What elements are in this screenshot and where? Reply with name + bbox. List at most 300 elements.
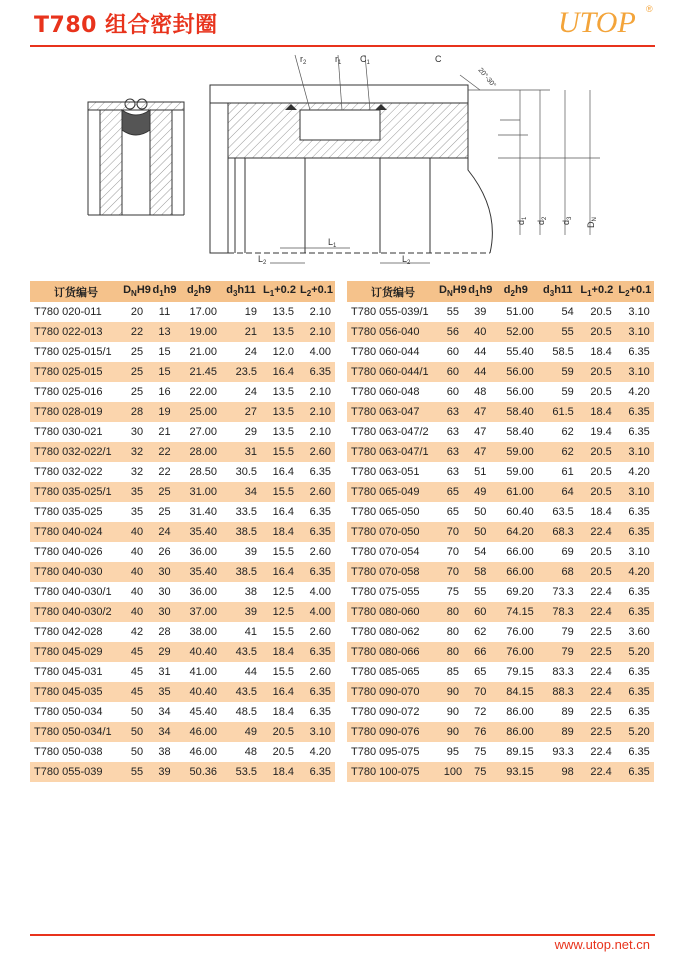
cell-code: T780 100-075 bbox=[347, 762, 439, 782]
label-r1: $r_1$ bbox=[335, 54, 342, 66]
cell-l1: 16.4 bbox=[261, 562, 298, 582]
cell-code: T780 042-028 bbox=[34, 626, 103, 638]
cell-code: T780 032-022/1 bbox=[30, 442, 122, 462]
seal-cross-section-drawing bbox=[80, 50, 640, 275]
cell-l2: 4.00 bbox=[309, 346, 331, 358]
cell-d1: 16 bbox=[158, 386, 171, 398]
cell-l1: 22.5 bbox=[590, 706, 612, 718]
cell-l1: 15.5 bbox=[261, 442, 298, 462]
cell-d1: 50 bbox=[474, 506, 487, 518]
cell-d1: 28 bbox=[158, 626, 171, 638]
cell-l2: 6.35 bbox=[309, 506, 331, 518]
col-header-dn: $D_NH9$ bbox=[122, 281, 152, 302]
cell-l1: 13.5 bbox=[272, 306, 294, 318]
cell-dn: 80 bbox=[439, 602, 467, 622]
cell-l1: 16.4 bbox=[261, 362, 298, 382]
cell-d2: 64.20 bbox=[494, 522, 538, 542]
cell-d3: 41 bbox=[244, 626, 257, 638]
cell-d2: 76.00 bbox=[506, 626, 534, 638]
cell-d3: 24 bbox=[244, 386, 257, 398]
cell-d2: 76.00 bbox=[494, 642, 538, 662]
cell-d3: 63.5 bbox=[552, 506, 574, 518]
cell-l2: 4.00 bbox=[309, 586, 331, 598]
cell-dn: 90 bbox=[446, 706, 460, 718]
cell-d2: 51.00 bbox=[506, 306, 534, 318]
cell-d2: 52.00 bbox=[494, 322, 538, 342]
cell-d2: 40.40 bbox=[177, 642, 221, 662]
cell-l1: 22.4 bbox=[590, 666, 612, 678]
cell-d1: 40 bbox=[467, 322, 494, 342]
cell-l2: 2.10 bbox=[309, 426, 331, 438]
cell-d1: 25 bbox=[152, 482, 177, 502]
cell-d3: 31 bbox=[221, 442, 261, 462]
cell-d2: 40.40 bbox=[177, 682, 221, 702]
cell-d3: 39 bbox=[244, 546, 257, 558]
cell-l2: 3.10 bbox=[616, 482, 654, 502]
cell-d3: 23.5 bbox=[221, 362, 261, 382]
cell-l1: 20.5 bbox=[261, 722, 298, 742]
table-header-row bbox=[347, 281, 654, 302]
cell-d3: 33.5 bbox=[235, 506, 257, 518]
table-row bbox=[30, 342, 335, 362]
cell-l2: 4.20 bbox=[309, 746, 331, 758]
cell-d2: 89.15 bbox=[506, 746, 534, 758]
cell-l1: 12.0 bbox=[272, 346, 294, 358]
label-d2: $d_2$ bbox=[536, 216, 548, 225]
cell-d1: 65 bbox=[474, 666, 487, 678]
cell-d2: 59.00 bbox=[494, 442, 538, 462]
cell-d2: 36.00 bbox=[189, 546, 217, 558]
cell-l2: 6.35 bbox=[616, 682, 654, 702]
cell-dn: 85 bbox=[446, 666, 460, 678]
cell-l1: 13.5 bbox=[261, 322, 298, 342]
cell-l2: 6.35 bbox=[309, 706, 331, 718]
cell-code: T780 075-055 bbox=[351, 586, 420, 598]
cell-dn: 63 bbox=[439, 402, 467, 422]
cell-l1: 20.5 bbox=[578, 562, 616, 582]
cell-l2: 2.10 bbox=[309, 306, 331, 318]
cell-d1: 50 bbox=[467, 522, 494, 542]
cell-d1: 15 bbox=[152, 362, 177, 382]
cell-dn: 40 bbox=[130, 546, 144, 558]
table-row bbox=[347, 542, 654, 562]
cell-dn: 100 bbox=[439, 762, 467, 782]
table-row bbox=[347, 402, 654, 422]
cell-l1: 18.4 bbox=[578, 402, 616, 422]
cell-d3: 89 bbox=[561, 706, 574, 718]
cell-l1: 20.5 bbox=[578, 362, 616, 382]
cell-d1: 34 bbox=[158, 706, 171, 718]
label-l1: $L_1$ bbox=[328, 237, 337, 249]
cell-d2: 46.00 bbox=[189, 746, 217, 758]
cell-d1: 70 bbox=[467, 682, 494, 702]
cell-d3: 64 bbox=[538, 482, 578, 502]
cell-d1: 76 bbox=[467, 722, 494, 742]
cell-d2: 79.15 bbox=[506, 666, 534, 678]
cell-dn: 55 bbox=[122, 762, 152, 782]
cell-d2: 58.40 bbox=[506, 426, 534, 438]
cell-dn: 70 bbox=[439, 522, 467, 542]
cell-dn: 35 bbox=[130, 506, 144, 518]
cell-dn: 50 bbox=[130, 746, 144, 758]
cell-d1: 48 bbox=[474, 386, 487, 398]
cell-d2: 86.00 bbox=[506, 706, 534, 718]
cell-d3: 48.5 bbox=[235, 706, 257, 718]
cell-d1: 55 bbox=[474, 586, 487, 598]
label-c: C bbox=[435, 54, 442, 64]
cell-d3: 93.3 bbox=[552, 746, 574, 758]
cell-d2: 86.00 bbox=[494, 722, 538, 742]
footer-rule bbox=[30, 934, 655, 936]
cell-d2: 50.36 bbox=[177, 762, 221, 782]
table-row bbox=[347, 442, 654, 462]
table-body-left bbox=[30, 302, 335, 782]
cell-l2: 6.35 bbox=[309, 466, 331, 478]
cell-d3: 34 bbox=[221, 482, 261, 502]
cell-dn: 63 bbox=[446, 426, 460, 438]
label-d3: $d_3$ bbox=[561, 216, 573, 225]
label-l2-left: $L_2$ bbox=[258, 254, 267, 266]
cell-l2: 2.60 bbox=[298, 442, 335, 462]
label-dn: $D_N$ bbox=[586, 217, 598, 228]
label-r2: $r_2$ bbox=[300, 54, 307, 66]
cell-d2: 69.20 bbox=[506, 586, 534, 598]
cell-l1: 22.5 bbox=[590, 626, 612, 638]
dimension-lines bbox=[270, 55, 600, 263]
cell-d3: 43.5 bbox=[221, 642, 261, 662]
cell-l2: 6.35 bbox=[616, 762, 654, 782]
col-header-d1: $d_1h9$ bbox=[467, 281, 494, 302]
cell-d3: 98 bbox=[538, 762, 578, 782]
table-row bbox=[347, 722, 654, 742]
cell-l2: 3.10 bbox=[616, 442, 654, 462]
table-row bbox=[30, 542, 335, 562]
table-row bbox=[30, 502, 335, 522]
table-row bbox=[347, 362, 654, 382]
cell-code: T780 056-040 bbox=[347, 322, 439, 342]
cell-d3: 59 bbox=[538, 362, 578, 382]
cell-d1: 31 bbox=[158, 666, 171, 678]
cell-code: T780 080-060 bbox=[347, 602, 439, 622]
cell-d2: 66.00 bbox=[506, 546, 534, 558]
cell-l1: 18.4 bbox=[261, 522, 298, 542]
cell-d2: 21.00 bbox=[189, 346, 217, 358]
cell-d2: 38.00 bbox=[189, 626, 217, 638]
table-row bbox=[30, 742, 335, 762]
col-header-l1: $L_1+0.2$ bbox=[578, 281, 616, 302]
cell-dn: 45 bbox=[122, 682, 152, 702]
table-row bbox=[30, 662, 335, 682]
cell-d1: 54 bbox=[474, 546, 487, 558]
cell-dn: 60 bbox=[439, 362, 467, 382]
cell-l1: 22.5 bbox=[578, 722, 616, 742]
cell-dn: 80 bbox=[446, 626, 460, 638]
cell-d1: 30 bbox=[158, 586, 171, 598]
cell-d3: 83.3 bbox=[552, 666, 574, 678]
cell-dn: 25 bbox=[130, 386, 144, 398]
cell-d1: 44 bbox=[467, 362, 494, 382]
cell-l2: 6.35 bbox=[616, 522, 654, 542]
col-header-d3: $d_3h11$ bbox=[538, 281, 578, 302]
cell-code: T780 055-039/1 bbox=[351, 306, 429, 318]
cell-d3: 49 bbox=[221, 722, 261, 742]
cell-l2: 6.35 bbox=[628, 666, 650, 678]
cell-dn: 40 bbox=[122, 562, 152, 582]
cell-l2: 3.10 bbox=[298, 722, 335, 742]
cell-d3: 54 bbox=[561, 306, 574, 318]
cell-l2: 6.35 bbox=[616, 602, 654, 622]
cell-code: T780 040-030/2 bbox=[30, 602, 122, 622]
table-row bbox=[347, 682, 654, 702]
cell-d1: 26 bbox=[158, 546, 171, 558]
cell-dn: 90 bbox=[439, 722, 467, 742]
table-row bbox=[30, 602, 335, 622]
cell-dn: 40 bbox=[122, 522, 152, 542]
cell-d1: 49 bbox=[467, 482, 494, 502]
cell-code: T780 050-038 bbox=[34, 746, 103, 758]
logo-text: UTOP bbox=[558, 6, 636, 39]
cell-code: T780 040-026 bbox=[34, 546, 103, 558]
cell-d3: 62 bbox=[538, 442, 578, 462]
col-header-d1: $d_1h9$ bbox=[152, 281, 177, 302]
spec-table-left bbox=[30, 281, 335, 782]
cell-code: T780 032-022 bbox=[34, 466, 103, 478]
cell-d2: 31.00 bbox=[177, 482, 221, 502]
cell-code: T780 045-035 bbox=[30, 682, 122, 702]
cell-d2: 93.15 bbox=[494, 762, 538, 782]
table-row bbox=[30, 362, 335, 382]
cell-code: T780 045-031 bbox=[34, 666, 103, 678]
table-row bbox=[347, 582, 654, 602]
cell-l2: 3.60 bbox=[628, 626, 650, 638]
cell-code: T780 080-062 bbox=[351, 626, 420, 638]
table-row bbox=[347, 302, 654, 322]
col-header-l2: $L_2+0.1$ bbox=[298, 281, 335, 302]
cell-d1: 19 bbox=[152, 402, 177, 422]
cell-l1: 20.5 bbox=[272, 746, 294, 758]
cell-code: T780 095-075 bbox=[351, 746, 420, 758]
cell-code: T780 070-058 bbox=[347, 562, 439, 582]
label-d1: $d_1$ bbox=[516, 216, 528, 225]
cell-l1: 22.4 bbox=[578, 522, 616, 542]
utop-logo bbox=[556, 2, 656, 42]
cell-d2: 74.15 bbox=[494, 602, 538, 622]
cell-l1: 16.4 bbox=[261, 682, 298, 702]
cell-l2: 6.35 bbox=[628, 426, 650, 438]
cell-d1: 38 bbox=[158, 746, 171, 758]
cell-code: T780 090-072 bbox=[351, 706, 420, 718]
cell-code: T780 060-048 bbox=[351, 386, 420, 398]
cell-d2: 56.00 bbox=[506, 386, 534, 398]
cell-d2: 21.45 bbox=[177, 362, 221, 382]
table-row bbox=[347, 382, 654, 402]
cell-l2: 2.60 bbox=[298, 482, 335, 502]
cell-l1: 18.4 bbox=[590, 346, 612, 358]
cell-l2: 4.20 bbox=[616, 562, 654, 582]
cell-d3: 55 bbox=[538, 322, 578, 342]
cell-d2: 25.00 bbox=[177, 402, 221, 422]
col-header-d3: $d_3h11$ bbox=[221, 281, 261, 302]
cell-dn: 63 bbox=[439, 442, 467, 462]
seal-profile-left bbox=[88, 99, 184, 215]
cell-l1: 13.5 bbox=[272, 426, 294, 438]
table-row bbox=[347, 602, 654, 622]
table-row bbox=[347, 482, 654, 502]
cell-l2: 6.35 bbox=[628, 706, 650, 718]
cell-code: T780 070-054 bbox=[351, 546, 420, 558]
cell-dn: 25 bbox=[122, 362, 152, 382]
cell-l2: 6.35 bbox=[628, 586, 650, 598]
cell-d1: 30 bbox=[152, 562, 177, 582]
table-row bbox=[30, 482, 335, 502]
cell-l2: 4.00 bbox=[298, 602, 335, 622]
cell-d2: 58.40 bbox=[494, 402, 538, 422]
table-row bbox=[347, 462, 654, 482]
cell-dn: 45 bbox=[122, 642, 152, 662]
cell-code: T780 090-076 bbox=[347, 722, 439, 742]
cell-dn: 60 bbox=[446, 386, 460, 398]
cell-l2: 2.60 bbox=[309, 666, 331, 678]
cell-code: T780 070-050 bbox=[347, 522, 439, 542]
cell-d3: 78.3 bbox=[538, 602, 578, 622]
cell-d3: 69 bbox=[561, 546, 574, 558]
cell-d1: 75 bbox=[474, 746, 487, 758]
cell-dn: 20 bbox=[130, 306, 144, 318]
cell-d2: 61.00 bbox=[494, 482, 538, 502]
cell-l1: 20.5 bbox=[578, 322, 616, 342]
cell-l2: 2.60 bbox=[309, 546, 331, 558]
cell-d1: 22 bbox=[152, 442, 177, 462]
table-row bbox=[30, 582, 335, 602]
cell-l2: 6.35 bbox=[298, 362, 335, 382]
cell-d1: 35 bbox=[152, 682, 177, 702]
cell-d3: 38.5 bbox=[221, 522, 261, 542]
cell-code: T780 060-044 bbox=[351, 346, 420, 358]
cell-dn: 35 bbox=[122, 482, 152, 502]
cell-d3: 61 bbox=[561, 466, 574, 478]
cell-code: T780 080-066 bbox=[347, 642, 439, 662]
cell-d1: 29 bbox=[152, 642, 177, 662]
col-header-d2: $d_2h9$ bbox=[494, 281, 538, 302]
cell-dn: 42 bbox=[130, 626, 144, 638]
cell-dn: 55 bbox=[446, 306, 460, 318]
cell-code: T780 025-015 bbox=[30, 362, 122, 382]
cell-l2: 6.35 bbox=[298, 762, 335, 782]
cell-d2: 56.00 bbox=[494, 362, 538, 382]
table-body-right bbox=[347, 302, 654, 782]
cell-l1: 19.4 bbox=[590, 426, 612, 438]
cell-d3: 88.3 bbox=[538, 682, 578, 702]
cell-d3: 39 bbox=[221, 602, 261, 622]
cell-d3: 58.5 bbox=[552, 346, 574, 358]
table-row bbox=[30, 722, 335, 742]
cell-d1: 34 bbox=[152, 722, 177, 742]
cell-dn: 40 bbox=[130, 586, 144, 598]
cell-l1: 20.5 bbox=[590, 386, 612, 398]
table-row bbox=[30, 302, 335, 322]
cell-d1: 39 bbox=[152, 762, 177, 782]
cell-code: T780 060-044/1 bbox=[347, 362, 439, 382]
cell-dn: 30 bbox=[130, 426, 144, 438]
cell-d1: 44 bbox=[474, 346, 487, 358]
cell-code: T780 085-065 bbox=[351, 666, 420, 678]
cell-d3: 48 bbox=[244, 746, 257, 758]
table-row bbox=[347, 742, 654, 762]
cell-d1: 11 bbox=[158, 306, 171, 318]
cell-code: T780 050-034 bbox=[34, 706, 103, 718]
table-row bbox=[347, 642, 654, 662]
cell-l1: 15.5 bbox=[261, 482, 298, 502]
cell-d2: 37.00 bbox=[177, 602, 221, 622]
cell-dn: 65 bbox=[439, 482, 467, 502]
logo-registered-mark: ® bbox=[646, 4, 653, 14]
table-row bbox=[30, 642, 335, 662]
cell-d2: 28.00 bbox=[177, 442, 221, 462]
cell-d3: 68.3 bbox=[538, 522, 578, 542]
cell-d3: 43.5 bbox=[221, 682, 261, 702]
cell-l1: 15.5 bbox=[272, 626, 294, 638]
cell-d3: 21 bbox=[221, 322, 261, 342]
cell-code: T780 040-030/1 bbox=[34, 586, 112, 598]
col-header-code: 订货编号 bbox=[30, 281, 122, 302]
table-row bbox=[347, 342, 654, 362]
cell-l1: 22.4 bbox=[578, 602, 616, 622]
cell-d3: 19 bbox=[244, 306, 257, 318]
cell-l1: 15.5 bbox=[272, 546, 294, 558]
table-row bbox=[347, 702, 654, 722]
cell-l1: 22.4 bbox=[578, 682, 616, 702]
spec-table-right bbox=[347, 281, 654, 782]
table-row bbox=[30, 382, 335, 402]
cell-d3: 30.5 bbox=[235, 466, 257, 478]
cell-d1: 21 bbox=[158, 426, 171, 438]
col-header-l2: $L_2+0.1$ bbox=[616, 281, 654, 302]
cell-d1: 62 bbox=[474, 626, 487, 638]
cell-l2: 3.10 bbox=[628, 306, 650, 318]
cell-code: T780 035-025/1 bbox=[30, 482, 122, 502]
cell-l2: 3.10 bbox=[616, 322, 654, 342]
cell-code: T780 063-047 bbox=[347, 402, 439, 422]
cell-code: T780 090-070 bbox=[347, 682, 439, 702]
cell-l2: 6.35 bbox=[298, 562, 335, 582]
cell-l1: 16.4 bbox=[272, 506, 294, 518]
cell-dn: 75 bbox=[446, 586, 460, 598]
cell-d2: 55.40 bbox=[506, 346, 534, 358]
cell-d2: 66.00 bbox=[494, 562, 538, 582]
cell-code: T780 025-015/1 bbox=[34, 346, 112, 358]
seal-profile-main bbox=[210, 85, 492, 253]
cell-d2: 41.00 bbox=[189, 666, 217, 678]
cell-d2: 31.40 bbox=[189, 506, 217, 518]
cell-code: T780 028-019 bbox=[30, 402, 122, 422]
cell-d3: 38.5 bbox=[221, 562, 261, 582]
table-row bbox=[30, 622, 335, 642]
cell-d3: 44 bbox=[244, 666, 257, 678]
table-row bbox=[347, 522, 654, 542]
col-header-l1: $L_1+0.2$ bbox=[261, 281, 298, 302]
cell-d1: 66 bbox=[467, 642, 494, 662]
cell-d1: 22 bbox=[158, 466, 171, 478]
cell-dn: 95 bbox=[446, 746, 460, 758]
cell-l1: 18.4 bbox=[261, 762, 298, 782]
cell-l1: 22.4 bbox=[590, 586, 612, 598]
cell-d3: 24 bbox=[244, 346, 257, 358]
col-header-dn: $D_NH9$ bbox=[439, 281, 467, 302]
cell-l1: 16.4 bbox=[272, 466, 294, 478]
cell-l1: 12.5 bbox=[272, 586, 294, 598]
cell-d2: 27.00 bbox=[189, 426, 217, 438]
cell-dn: 90 bbox=[439, 682, 467, 702]
